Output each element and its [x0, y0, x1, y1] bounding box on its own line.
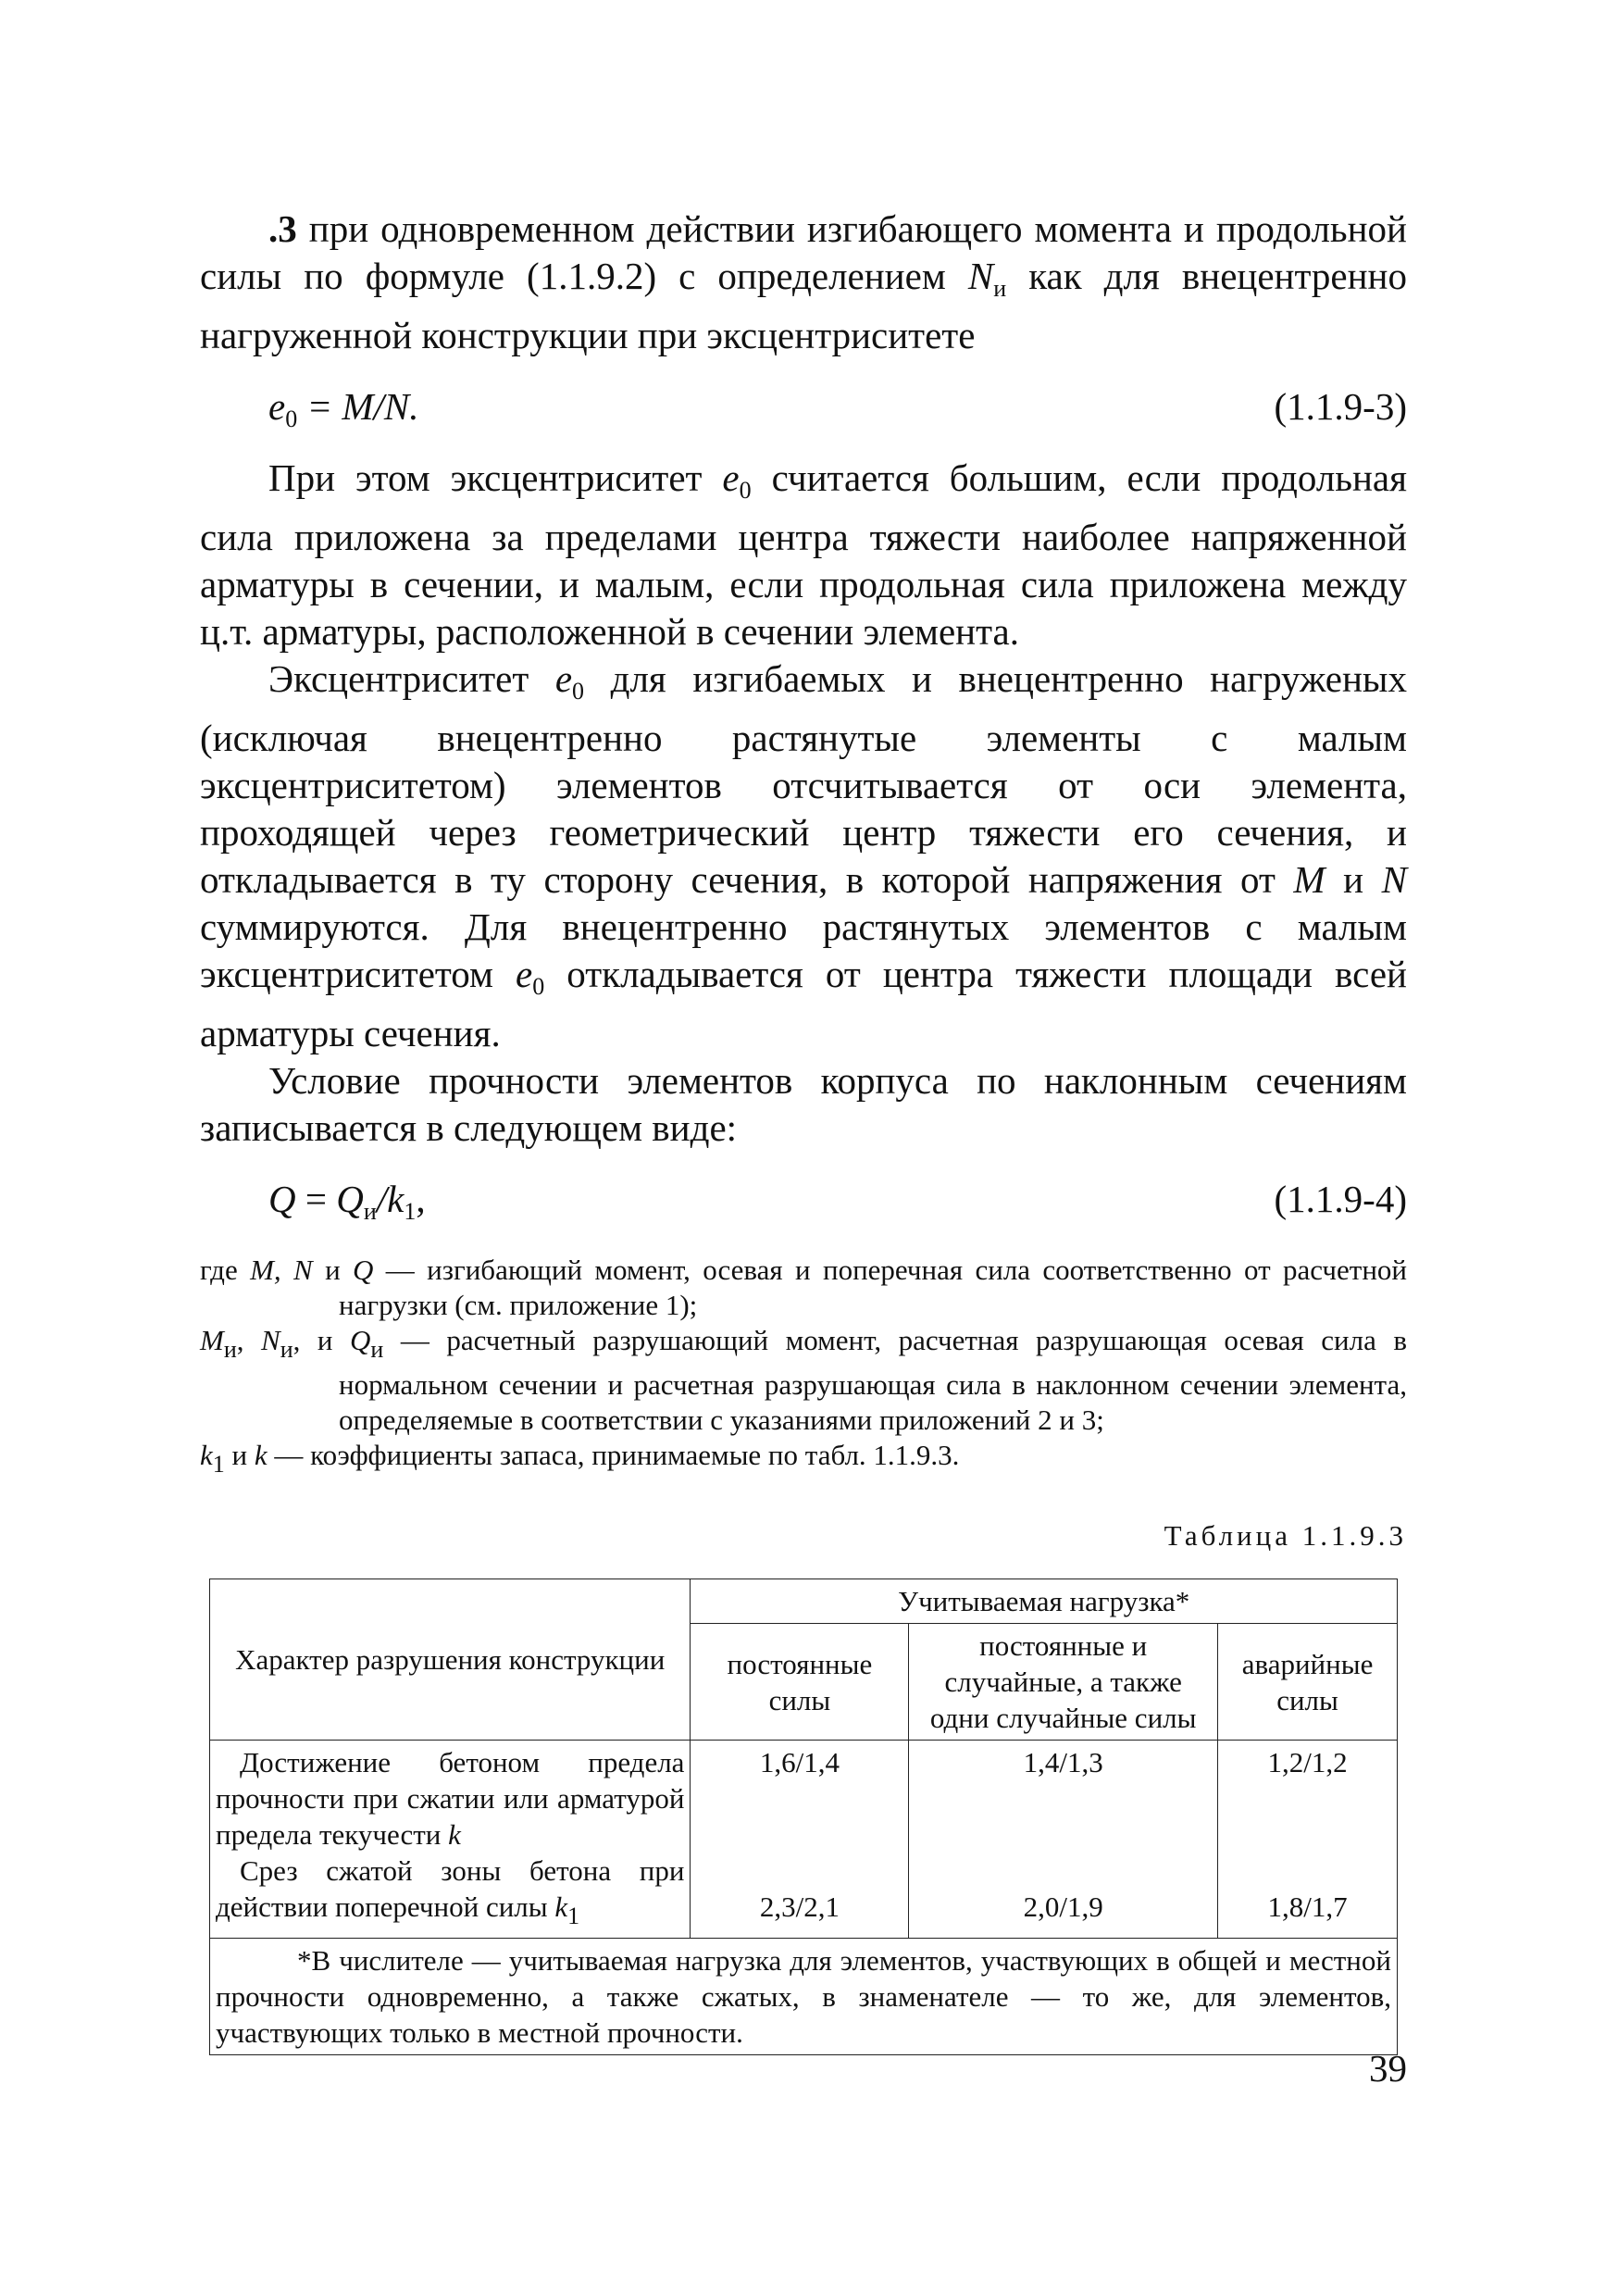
- definition-var: N: [261, 1324, 280, 1356]
- formula-1-1-9-3: [200, 383, 1407, 430]
- row-label-var: k: [448, 1818, 461, 1851]
- subscript: и: [993, 275, 1007, 302]
- formula-var: Q: [336, 1178, 364, 1220]
- paragraph-text: Условие прочности элементов корпуса по наклонным сечениям записывается в следующем виде:: [200, 1059, 1407, 1149]
- variable-n: N: [1381, 858, 1407, 901]
- row-label-var: k: [554, 1890, 568, 1923]
- definition-m-n-q: [200, 1253, 1407, 1323]
- cell-value: 1,8/1,7: [1267, 1890, 1348, 1923]
- formula-punct: ,: [416, 1178, 426, 1220]
- definition-sub: и: [370, 1336, 384, 1363]
- subscript: 0: [572, 678, 585, 705]
- definition-text: [200, 1323, 1407, 1438]
- header-permanent-random: постоянные и случайные, а также одни случайные силы: [909, 1624, 1218, 1741]
- variable-e: e: [516, 953, 533, 995]
- definition-body: — коэффициенты запаса, принимаемые по табл. 1.1.9.3.: [267, 1439, 960, 1471]
- formula-expression: [268, 1176, 426, 1235]
- formula-eq: =: [295, 1178, 337, 1220]
- row-label-sub: 1: [567, 1903, 580, 1929]
- formula-var: /k: [376, 1178, 404, 1220]
- definition-sub: и: [280, 1336, 293, 1363]
- definition-sub: и: [223, 1336, 237, 1363]
- definition-body: — изгибающий момент, осевая и поперечная сила соответственно от расчетной нагрузки (см. приложение 1);: [339, 1254, 1408, 1321]
- definition-var: M, N: [250, 1254, 313, 1286]
- subscript: 0: [532, 973, 545, 1000]
- row-label-text: [216, 1853, 684, 1934]
- formula-sub: 0: [285, 406, 298, 432]
- formula-var: e: [268, 385, 286, 428]
- formula-number: (1.1.9-4): [1274, 1178, 1407, 1220]
- paragraph-eccentricity-large-small: [200, 455, 1407, 655]
- table-note-row: [210, 1939, 1398, 2055]
- safety-factor-table: [209, 1578, 1398, 2055]
- col-emergency-values: [1218, 1741, 1398, 1939]
- definition-var: Q: [350, 1324, 371, 1356]
- col-permanent-random-values: [909, 1741, 1218, 1939]
- definition-sep: ,: [236, 1324, 262, 1356]
- header-load-group: Учитываемая нагрузка*: [691, 1579, 1398, 1624]
- definition-sub: 1: [212, 1451, 225, 1478]
- definitions-list: [200, 1253, 1407, 1482]
- paragraph-text: для изгибаемых и внецентренно нагруженых (исключая внецентренно растянутые элементы с малым эксцентриситетом) элементов отсчитывается от оси элемента, проходящей через геометрический центр тяжести его сечения, и откладывается в ту сторону сечения, в которой напряжения от: [200, 657, 1407, 901]
- paragraph-text: при одновременном действии изгибающего момента и продольной силы по формуле (1.1.9.2) с определением: [200, 207, 1407, 297]
- row-label-part: Достижение бетоном предела прочности при сжатии или арматурой предела текучести: [216, 1746, 685, 1851]
- definition-var: k: [200, 1439, 213, 1471]
- item-number: .3: [268, 207, 297, 250]
- col-permanent-values: [691, 1741, 909, 1939]
- table-header-row: [210, 1579, 1398, 1624]
- subscript: 0: [739, 477, 752, 504]
- definition-conj: и: [312, 1254, 354, 1286]
- variable-n: N: [967, 255, 994, 297]
- page-content: [200, 206, 1407, 2055]
- table-row: [210, 1741, 1398, 1939]
- paragraph-eccentricity-measure: [200, 655, 1407, 1057]
- variable-m: M: [1293, 858, 1326, 901]
- formula-number: (1.1.9-3): [1274, 385, 1407, 428]
- definition-var: M: [200, 1324, 224, 1356]
- definition-body: — расчетный разрушающий момент, расчетная разрушающая осевая сила в нормальном сечении и расчетная разрушающая сила в наклонном сечении элемента, определяемые в соответствии с указаниями приложений 2 и 3;: [339, 1324, 1408, 1436]
- paragraph-item-3: [200, 206, 1407, 359]
- header-emergency: аварийные силы: [1218, 1624, 1398, 1741]
- formula-var: Q: [268, 1178, 296, 1220]
- variable-e: e: [722, 456, 740, 499]
- footnote-text: *В числителе — учитываемая нагрузка для элементов, участвующих в общей и местной прочности одновременно, а также сжатых, в знаменателе — то же, для элементов, участвующих только в местной прочности.: [216, 1944, 1391, 2049]
- formula-sub: 1: [404, 1198, 417, 1225]
- definition-sep: , и: [292, 1324, 351, 1356]
- definition-conj: и: [224, 1439, 255, 1471]
- definition-mi-ni-qi: [200, 1323, 1407, 1438]
- definition-prefix: где: [200, 1254, 251, 1286]
- paragraph-text: и: [1325, 858, 1382, 901]
- row-label-text: [216, 1744, 684, 1853]
- paragraph-text: Эксцентриситет: [268, 657, 555, 700]
- paragraph-text: суммируются. Для внецентренно растянутых элементов с малым эксцентриситетом: [200, 905, 1407, 995]
- formula-sub: и: [363, 1198, 377, 1225]
- definition-k1-k: [200, 1438, 1407, 1482]
- cell-value: 2,3/2,1: [759, 1890, 840, 1923]
- row-label-part: Срез сжатой зоны бетона при действии поперечной силы: [216, 1854, 685, 1923]
- table-caption: Таблица 1.1.9.3: [1164, 1519, 1407, 1552]
- paragraph-text: считается большим, если продольная сила приложена за пределами центра тяжести наиболее напряженной арматуры в сечении, и малым, если продольная сила приложена между ц.т. арматуры, расположенной в сечении элемента.: [200, 456, 1407, 653]
- header-failure-type: Характер разрушения конструкции: [210, 1579, 691, 1741]
- definition-var: k: [254, 1439, 268, 1471]
- cell-value: 1,4/1,3: [1023, 1746, 1103, 1778]
- definition-var: Q: [353, 1254, 374, 1286]
- formula-expression: [268, 383, 419, 443]
- cell-value: 1,2/1,2: [1267, 1746, 1348, 1778]
- formula-1-1-9-4: [200, 1176, 1407, 1223]
- variable-e: e: [554, 657, 573, 700]
- cell-value: 1,6/1,4: [759, 1746, 840, 1778]
- cell-value: 2,0/1,9: [1023, 1890, 1103, 1923]
- table-footnote: [210, 1939, 1398, 2055]
- paragraph-text: При этом эксцентриситет: [268, 456, 723, 499]
- paragraph-text: откладывается от центра тяжести площади всей арматуры сечения.: [200, 953, 1407, 1054]
- paragraph-strength-condition: [200, 1057, 1407, 1152]
- page-number: 39: [1369, 2047, 1407, 2090]
- formula-rhs: = M/N.: [297, 385, 419, 428]
- row-label: [210, 1741, 691, 1939]
- paragraph-text: как для внецентренно нагруженной конструкции при эксцентриситете: [200, 255, 1408, 356]
- definition-text: [200, 1253, 1407, 1323]
- header-permanent: постоянные силы: [691, 1624, 909, 1741]
- definition-text: [200, 1438, 1407, 1482]
